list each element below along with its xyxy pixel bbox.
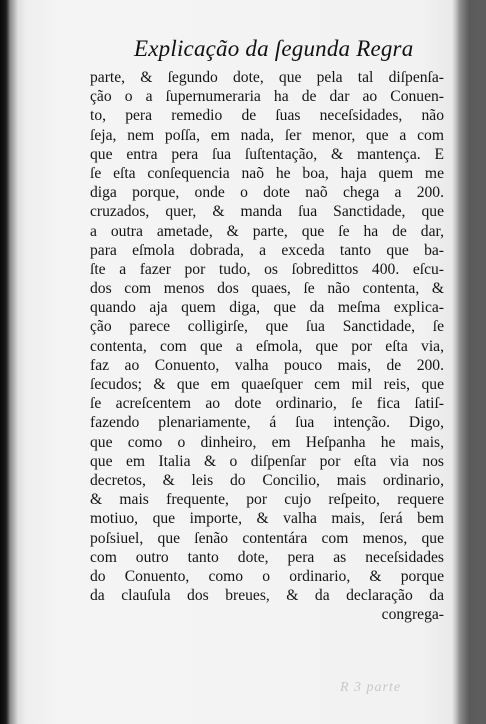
- text-line: ção parece colligirſe, que ſua Sanctidade, ſe: [90, 318, 444, 336]
- text-line: ſecudos; & que em quaeſquer cem mil reis, que: [90, 376, 444, 393]
- text-line: poſsiuel, que ſenão contentára com menos, que: [90, 529, 444, 547]
- text-line: motiuo, que importe, & valha mais, ſerá bem: [90, 510, 444, 528]
- text-line: que em Italia & o diſpenſar por eſta via nos: [90, 452, 444, 470]
- text-line: to, pera remedio de ſuas neceſsidades, não: [90, 107, 444, 125]
- text-line: para eſmola dobrada, a exceda tanto que ba-: [90, 241, 444, 259]
- text-line: dos com menos dos quaes, ſe não contenta, &: [90, 280, 444, 298]
- text-line: cruzados, quer, & manda ſua Sanctidade, que: [90, 203, 444, 221]
- text-line: que entra pera ſua ſuſtentação, & mantença. E: [90, 145, 444, 163]
- text-line: faz ao Conuento, valha pouco mais, de 200.: [90, 356, 444, 374]
- bleed-through-text: R 3 parte: [340, 680, 402, 695]
- text-line: que como o dinheiro, em Heſpanha he mais,: [90, 433, 444, 451]
- text-line: ção o a ſupernumeraria ha de dar ao Conuen-: [90, 88, 444, 106]
- text-line: a outra ametade, & parte, que ſe ha de dar,: [90, 222, 444, 240]
- text-line: & mais frequente, por cujo reſpeito, requere: [90, 491, 444, 509]
- book-page: [62, 22, 452, 712]
- text-line: com outro tanto dote, pera as neceſsidades: [90, 548, 444, 566]
- text-line: ſeja, nem poſſa, em nada, ſer menor, que a com: [90, 126, 444, 144]
- text-line: fazendo plenariamente, á ſua intenção. Digo,: [90, 414, 444, 432]
- text-line: ſe acreſcentem ao dote ordinario, ſe fica ſatiſ-: [90, 395, 444, 413]
- running-head: Explicação da ſegunda Regra: [134, 36, 414, 61]
- text-line: do Conuento, como o ordinario, & porque: [90, 567, 444, 585]
- binding-gutter-shadow: [0, 0, 18, 724]
- catchword: congrega-: [381, 606, 444, 624]
- text-line: da clauſula dos breues, & da declaração da: [90, 587, 444, 605]
- text-line: ſte a fazer por tudo, os ſobredittos 400. eſcu-: [90, 260, 444, 278]
- text-line: diga porque, onde o dote naõ chega a 200.: [90, 184, 444, 202]
- page-edge-shadow: [456, 0, 486, 724]
- text-line: parte, & ſegundo dote, que pela tal diſpenſa-: [90, 69, 444, 86]
- body-text: [90, 68, 444, 624]
- text-line: quando aja quem diga, que da meſma explica-: [90, 299, 444, 317]
- text-line: decretos, & leis do Concilio, mais ordinario,: [90, 471, 444, 489]
- text-line: contenta, com que a eſmola, que por eſta via,: [90, 337, 444, 355]
- text-line: ſe eſta conſequencia naõ he boa, haja quem me: [90, 164, 444, 182]
